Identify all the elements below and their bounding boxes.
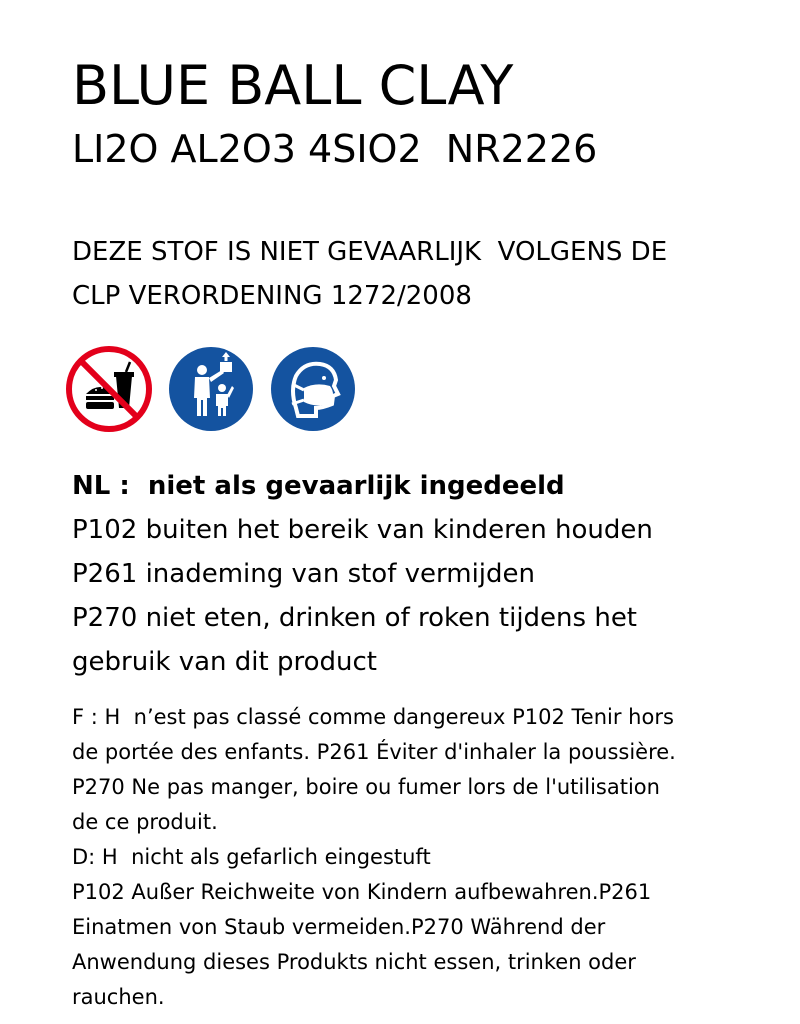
product-title: BLUE BALL CLAY	[72, 54, 514, 117]
fr-de-line: Einatmen von Staub vermeiden.P270 Während der	[72, 915, 606, 939]
nl-precautions	[72, 464, 772, 684]
nl-line: P102 buiten het bereik van kinderen houden	[72, 515, 653, 545]
fr-de-line: P270 Ne pas manger, boire ou fumer lors de l'utilisation	[72, 775, 660, 799]
fr-de-line: F : H n’est pas classé comme dangereux P102 Tenir hors	[72, 705, 674, 729]
clp-notice-line: DEZE STOF IS NIET GEVAARLIJK VOLGENS DE	[72, 237, 668, 267]
fr-de-line: Anwendung dieses Produkts nicht essen, trinken oder	[72, 950, 636, 974]
nl-line: P261 inademing van stof vermijden	[72, 559, 535, 589]
fr-de-line: P102 Außer Reichweite von Kindern aufbewahren.P261	[72, 880, 652, 904]
fr-de-line: de portée des enfants. P261 Éviter d'inhaler la poussière.	[72, 740, 676, 764]
chemical-formula: LI2O AL2O3 4SIO2 NR2226	[72, 127, 598, 171]
no-eating-drinking-icon	[66, 346, 152, 432]
fr-de-line: D: H nicht als gefarlich eingestuft	[72, 845, 431, 869]
keep-away-from-children-icon	[168, 346, 254, 432]
fr-de-line: rauchen.	[72, 985, 165, 1009]
clp-notice-line: CLP VERORDENING 1272/2008	[72, 281, 472, 311]
nl-line: gebruik van dit product	[72, 647, 377, 677]
nl-line: P270 niet eten, drinken of roken tijdens het	[72, 603, 638, 633]
safety-pictograms	[66, 346, 356, 432]
fr-de-line: de ce produit.	[72, 810, 218, 834]
wear-dust-mask-icon	[270, 346, 356, 432]
nl-heading: NL : niet als gevaarlijk ingedeeld	[72, 471, 565, 501]
clp-notice	[72, 230, 772, 318]
fr-de-precautions	[72, 700, 762, 1015]
